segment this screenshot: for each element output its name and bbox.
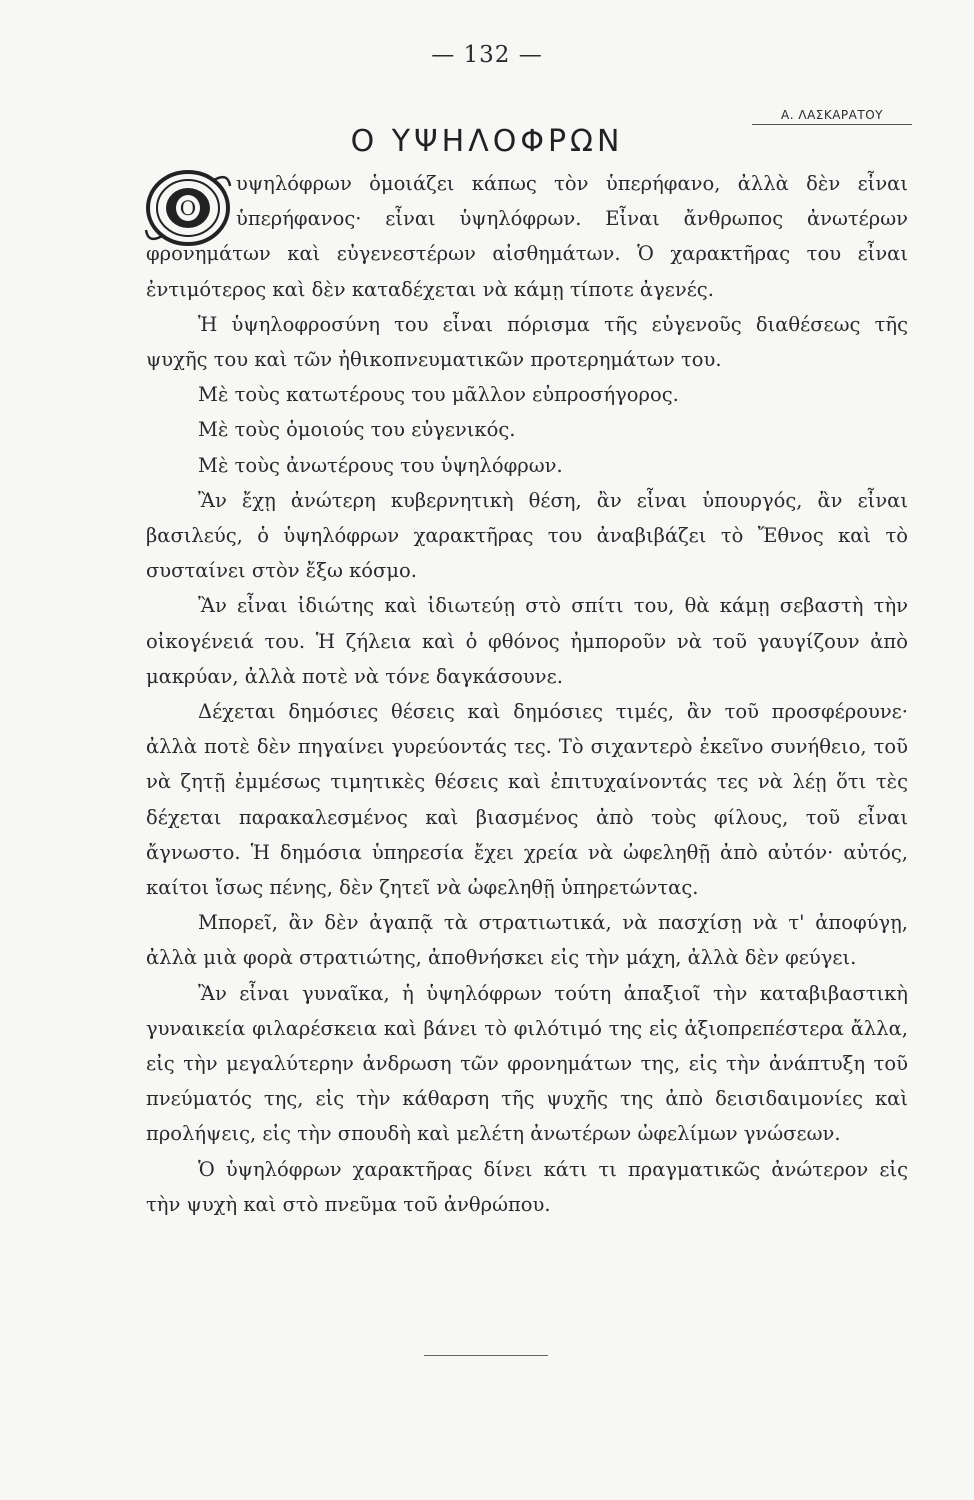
- paragraph-6: Ἂν ἔχῃ ἀνώτερη κυβερνητικὴ θέση, ἂν εἶναι ὑπουργός, ἂν εἶναι βασιλεύς, ὁ ὑψηλόφρων χαρακτῆρας του ἀναβιβάζει τὸ Ἔθνος καὶ τὸ συσταίνει στὸν ἔξω κόσμο.: [146, 488, 908, 583]
- paragraph-2: Ἡ ὑψηλοφροσύνη του εἶναι πόρισμα τῆς εὐγενοῦς διαθέσεως τῆς ψυχῆς του καὶ τῶν ἠθικοπνευματικῶν προτερημάτων του.: [146, 312, 908, 372]
- article-body: [146, 166, 908, 1222]
- paragraph-3: Μὲ τοὺς κατωτέρους του μᾶλλον εὐπροσήγορος.: [198, 383, 679, 407]
- paragraph-4: Μὲ τοὺς ὁμοιούς του εὐγενικός.: [198, 418, 516, 442]
- paragraph-1-text: υψηλόφρων ὁμοιάζει κάπως τὸν ὑπερήφανο, ἀλλὰ δὲν εἶναι ὑπερήφανος· εἶναι ὑψηλόφρων. Εἶναι ἄνθρωπος ἀνωτέρων φρονημάτων καὶ εὐγενεστέρων αἰσθημάτων. Ὁ χαρακτῆρας του εἶναι ἐντιμότερος καὶ δὲν καταδέχεται νὰ κάμῃ τίποτε ἀγενές.: [146, 172, 908, 301]
- paragraph-8: Δέχεται δημόσιες θέσεις καὶ δημόσιες τιμές, ἂν τοῦ προσφέρουνε· ἀλλὰ ποτὲ δὲν πηγαίνει γυρεύοντάς τες. Τὸ σιχαντερὸ ἐκεῖνο συνήθειο, τοῦ νὰ ζητῇ ἐμμέσως τιμητικὲς θέσεις καὶ ἐπιτυχαίνοντάς τες νὰ λέῃ ὅτι τὲς δέχεται παρακαλεσμένος καὶ βιασμένος ἀπὸ τοὺς φίλους, τοῦ εἶναι ἄγνωστο. Ἡ δημόσια ὑπηρεσία ἔχει χρεία νὰ ὠφεληθῇ ἀπὸ αὐτόν· αὐτός, καίτοι ἴσως πένης, δὲν ζητεῖ νὰ ὠφεληθῇ ὑπηρετώντας.: [146, 700, 908, 900]
- paragraph-7: Ἂν εἶναι ἰδιώτης καὶ ἰδιωτεύῃ στὸ σπίτι του, θὰ κάμῃ σεβαστὴ τὴν οἰκογένειά του. Ἡ ζήλεια καὶ ὁ φθόνος ἠμποροῦν νὰ τοῦ γαυγίζουν ἀπὸ μακρύαν, ἀλλὰ ποτὲ νὰ τόνε δαγκάσουνε.: [146, 594, 908, 688]
- paragraph-9: Μπορεῖ, ἂν δὲν ἀγαπᾷ τὰ στρατιωτικά, νὰ πασχίσῃ νὰ τ' ἀποφύγῃ, ἀλλὰ μιὰ φορὰ στρατιώτης, ἀποθνήσκει εἰς τὴν μάχη, ἀλλὰ δὲν φεύγει.: [146, 911, 908, 970]
- paragraph-5: Μὲ τοὺς ἀνωτέρους του ὑψηλόφρων.: [198, 453, 563, 477]
- drop-cap-letter: O: [179, 196, 197, 220]
- paragraph-10: Ἂν εἶναι γυναῖκα, ἡ ὑψηλόφρων τούτη ἀπαξιοῖ τὴν καταβιβαστικὴ γυναικεία φιλαρέσκεια καὶ βάνει τὸ φιλότιμό της εἰς ἀξιοπρεπέστερα ἄλλα, εἰς τὴν μεγαλύτερην ἀνδρωση τῶν φρονημάτων της, εἰς τὴν ἀνάπτυξη τοῦ πνεύματός της, εἰς τὴν κάθαρση τῆς ψυχῆς της ἀπὸ δεισιδαιμονίες καὶ προλήψεις, εἰς τὴν σπουδὴ καὶ μελέτη ἀνωτέρων ὠφελίμων γνώσεων.: [146, 981, 908, 1146]
- paragraph-1: [146, 166, 908, 307]
- author-name: Α. ΛΑΣΚΑΡΑΤΟΥ: [752, 108, 912, 125]
- end-rule: [424, 1355, 548, 1356]
- page-number: — 132 —: [431, 42, 543, 68]
- page-title: Ο ΥΨΗΛΟΦΡΩΝ: [350, 124, 624, 159]
- paragraph-11: Ὁ ὑψηλόφρων χαρακτῆρας δίνει κάτι τι πραγματικῶς ἀνώτερον εἰς τὴν ψυχὴ καὶ στὸ πνεῦμα τοῦ ἀνθρώπου.: [146, 1157, 908, 1216]
